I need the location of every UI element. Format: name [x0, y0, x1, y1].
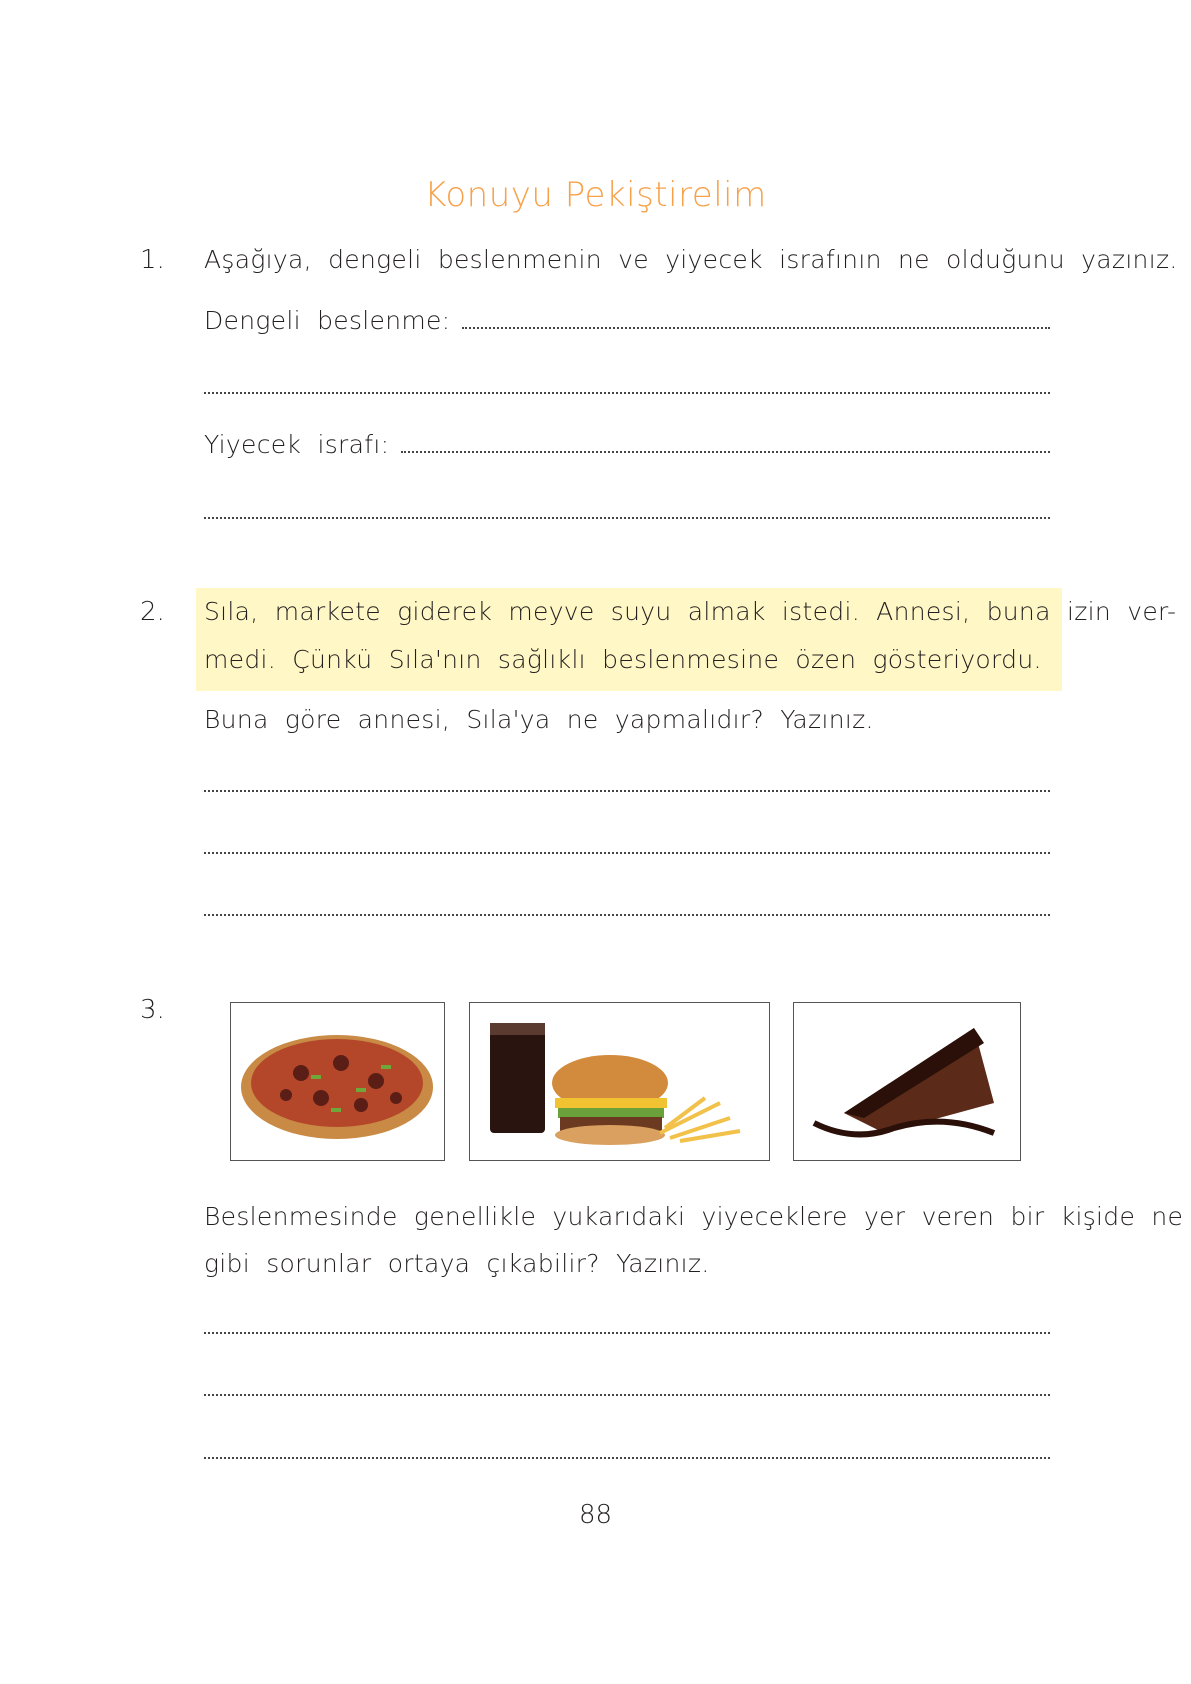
answer-line[interactable] — [204, 790, 1050, 792]
cola-burger-fries-image — [469, 1002, 770, 1161]
answer-line[interactable] — [462, 327, 1050, 329]
page-number: 88 — [578, 1500, 613, 1530]
answer-line[interactable] — [204, 392, 1050, 394]
answer-line[interactable] — [204, 517, 1050, 519]
question-2-number: 2. — [140, 597, 165, 627]
answer-line[interactable] — [204, 1332, 1050, 1334]
question-1-prompt: Aşağıya, dengeli beslenmenin ve yiyecek israfının ne olduğunu yazınız. — [204, 245, 1178, 274]
question-3-prompt-line-1: Beslenmesinde genellikle yukarıdaki yiyeceklere yer veren bir kişide ne — [204, 1202, 1184, 1231]
chocolate-cake-image — [793, 1002, 1021, 1161]
answer-balanced-nutrition[interactable] — [204, 306, 1050, 335]
pizza-image — [230, 1002, 445, 1161]
balanced-nutrition-label: Dengeli beslenme: — [204, 306, 451, 335]
answer-line[interactable] — [204, 1457, 1050, 1459]
story-line-2: medi. Çünkü Sıla'nın sağlıklı beslenmesine özen gösteriyordu. — [204, 645, 1042, 674]
question-3-number: 3. — [140, 995, 165, 1025]
story-line-1: Sıla, markete giderek meyve suyu almak istedi. Annesi, buna izin ver- — [204, 597, 1177, 626]
answer-food-waste[interactable] — [204, 430, 1050, 459]
answer-line[interactable] — [204, 1394, 1050, 1396]
question-1-number: 1. — [140, 245, 165, 275]
answer-line[interactable] — [204, 852, 1050, 854]
food-waste-label: Yiyecek israfı: — [204, 430, 390, 459]
page-title: Konuyu Pekiştirelim — [424, 175, 767, 215]
answer-line[interactable] — [401, 451, 1050, 453]
answer-line[interactable] — [204, 914, 1050, 916]
question-2-prompt: Buna göre annesi, Sıla'ya ne yapmalıdır? Yazınız. — [204, 705, 874, 734]
question-3-prompt-line-2: gibi sorunlar ortaya çıkabilir? Yazınız. — [204, 1249, 710, 1278]
